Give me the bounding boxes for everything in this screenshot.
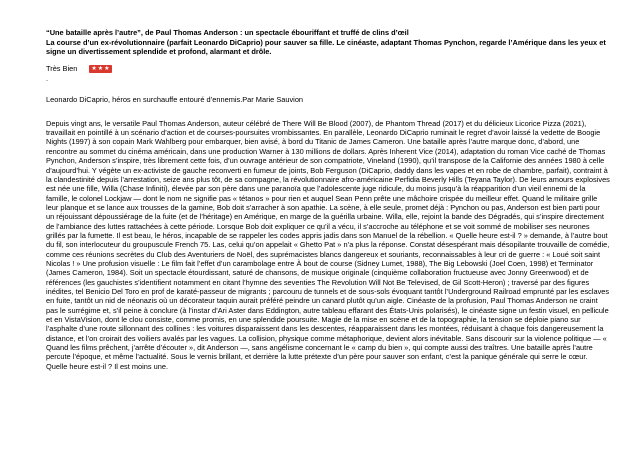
- article-body: Depuis vingt ans, le versatile Paul Thomas Anderson, auteur célébré de There Will Be Blood (2007), de Phantom Thread (2017) et du délicieux Licorice Pizza (2021), travaillait en pointillé à un scénario d’action et de courses-poursuites vrombissantes. En parallèle, Leonardo DiCaprio ruminait le regret d’avoir laissé la vedette de Boogie Nights (1997) à son copain Mark Wahlberg pour embarquer, bien avisé, à bord du Titanic de James Cameron. Une bataille après l’autre marque donc, d’abord, une rencontre au sommet du cinéma américain, dans une production Warner à 130 millions de dollars. Après Inherent Vice (2014), adaptation du roman Vice caché de Thomas Pynchon, Anderson s’inspire, très librement cette fois, d’un ouvrage antérieur de son compatriote, Vineland (1990), qu’il transpose de la Californie des années 1980 à celle d’aujourd’hui. Y végète un ex-activiste de gauche reconverti en fumeur de joints, Bob Ferguson (DiCaprio, daddy dans les vapes et en robe de chambre, parfait), contraint à la clandestinité depuis l’arrestation, seize ans plus tôt, de sa compagne, la révolutionnaire afro-américaine Perfidia Beverly Hills (Teyana Taylor). De leurs amours explosives est née une fille, Willa (Chase Infiniti), élevée par son père dans une paranoïa que l’adolescente juge ridicule, du moins jusqu’à la réapparition d’un vieil ennemi de la famille, le colonel Lockjaw — dont le nom ne signifie pas « tétanos » pour rien et auquel Sean Penn prête une mâchoire crispée du meilleur effet. Quand le militaire grille leur planque et se lance aux trousses de la gamine, Bob doit s’arracher à son apathie. La scène, à elle seule, promet déjà : Pynchon ou pas, Anderson est bien parti pour un réjouissant dépoussiérage de la fuite (et de l’héritage) en Amérique, en marge de la guérilla urbaine. Willa, elle, rejoint la bande des Dégradés, qui s’inspire directement de l’ambiance des luttes rattachées à cette période. Lorsque Bob doit expliquer ce qu’il a vécu, il s’accroche au téléphone et se voit sommé de mobiliser ses neurones grillés par la fumette. Il est beau, le héros, incapable de se rappeler les codes appris jadis dans son Manuel de la rébellion. « Quelle heure est-il ? » demande, à l’autre bout du fil, son interlocuteur du groupuscule French 75. Las, celui qu’on appelait « Ghetto Pat » n’a plus la réponse. Constat désespérant mais désopilante trouvaille de comédie, comme ces réunions secrètes du Club des Aventuriers de Noël, des suprémacistes blancs dangereux et souriants, reconnaissables à leur cri de guerre : « Loué soit saint Nicolas ! » Une profusion visuelle : Le film fait l’effet d’un carambolage entre À bout de course (Sidney Lumet, 1988), The Big Lebowski (Joel Coen, 1998) et Terminator (James Cameron, 1984). Soit un spectacle étourdissant, saturé de chansons, de musique originale (cinquième collaboration fructueuse avec Jonny Greenwood) et de références (les gauchistes s’identifient notamment en citant l’hymne des seventies The Revolution Will Not Be Televised, de Gil Scott-Heron) ; traversé par des figures inédites, tel Benicio Del Toro en prof de karaté-passeur de migrants ; parcouru de tunnels et de sous-sols évoquant tantôt l’Underground Railroad emprunté par les esclaves en fuite, tantôt un nid de néonazis où un décorateur taquin aurait préféré peindre un canard plutôt qu’un aigle. Cinéaste de la profusion, Paul Thomas Anderson ne craint pas le surrégime et, s’il peine à conclure (à l’instar d’Ari Aster dans Eddington, autre tableau effarant des États-Unis polarisés), le cinéaste signe un festin visuel, en pellicule et en VistaVision, dont le clou consiste, comme promis, en une splendide poursuite. Magie de la mise en scène et de la topographie, la tension se déploie piano sur l’asphalte d’une route sillonnant des collines : les voitures disparaissent dans les descentes, réapparaissent dans les montées, réduisant à chaque fois dangereusement la distance, et l’on croirait des voiliers avalés par les vagues. La collision, physique comme métaphorique, devient alors inévitable. Sans discourir sur la violence politique — « Quand les films prêchent, j’arrête d’écouter », dit Anderson —, sans angélisme concernant le « camp du bien », qui compte aussi des traîtres. Une bataille après l’autre percute l’époque, et même l’actualité. Sous le vernis brillant, et derrière la lutte prétexte d’un père pour sauver son enfant, c’est la panique générale qui serre le cœur. Quelle heure est-il ? Il est moins une.: [46, 118, 610, 371]
- article-standfirst: La course d’un ex-révolutionnaire (parfait Leonardo DiCaprio) pour sauver sa fille. Le cinéaste, adaptant Thomas Pynchon, regarde l’Amérique dans les yeux et signe un divertissement splendide et profond, alarmant et drôle.: [46, 37, 606, 57]
- star-icon: ★: [104, 65, 110, 72]
- rating-stars-badge: [89, 65, 111, 73]
- rating-label: Très Bien: [46, 63, 78, 73]
- rating: [46, 64, 610, 74]
- caption-text: Leonardo DiCaprio, héros en surchauffe entouré d’ennemis.: [46, 94, 243, 104]
- star-icon: ★: [97, 65, 104, 72]
- article-headline: [46, 28, 610, 57]
- separator-dot: .: [46, 73, 49, 83]
- article-title: “Une bataille après l’autre”, de Paul Thomas Anderson : un spectacle ébouriffant et truffé de clins d’œil: [46, 28, 409, 37]
- byline: Par Marie Sauvion: [242, 94, 304, 104]
- star-icon: ★: [91, 65, 97, 72]
- photo-caption: [46, 95, 610, 105]
